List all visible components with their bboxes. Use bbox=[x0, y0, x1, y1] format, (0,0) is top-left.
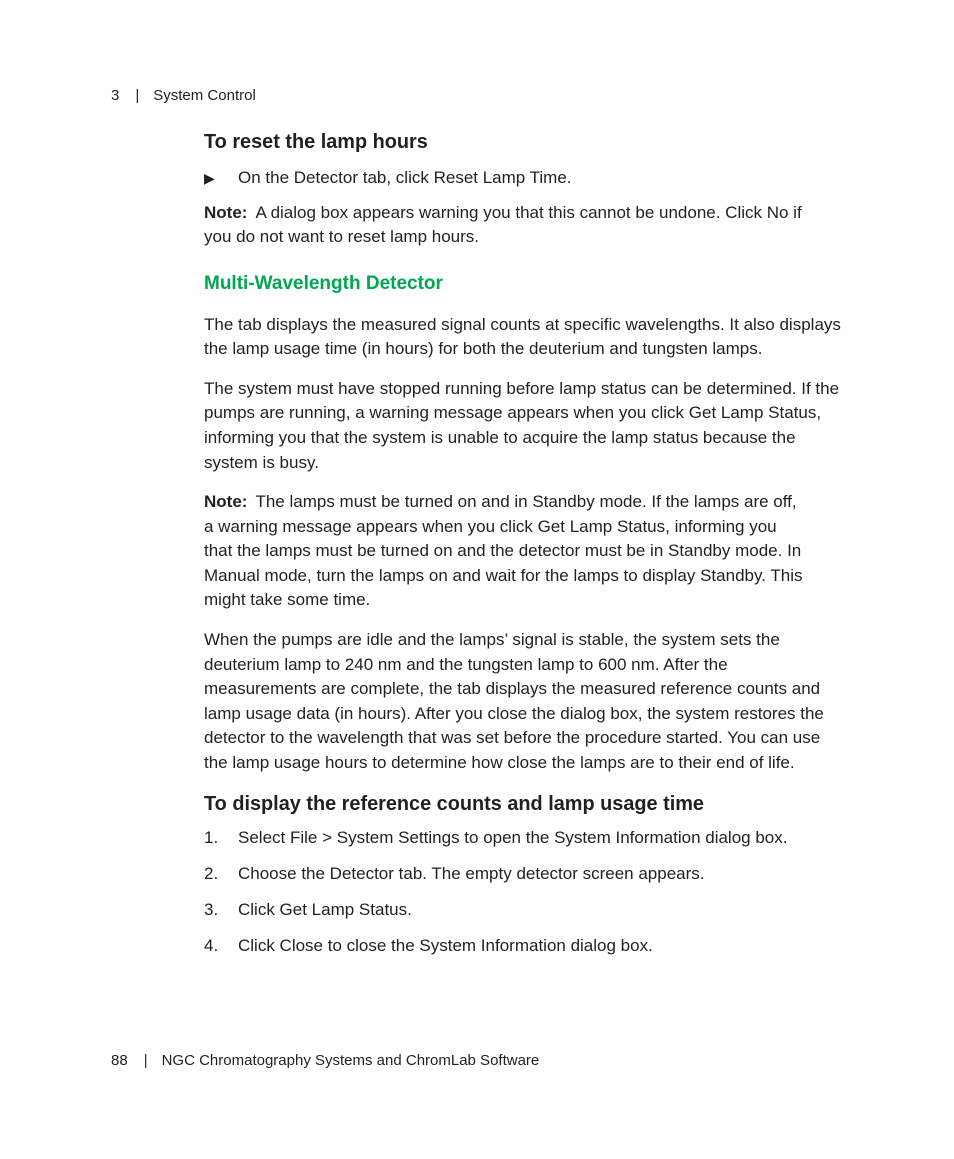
section-paragraph-3: When the pumps are idle and the lamps’ signal is stable, the system sets the deuterium lamp to 240 nm and the tungsten lamp to 600 nm. After the measurements are complete, the tab displays the measured reference counts and lamp usage data (in hours). After you close the dialog box, the system restores the detector to the wavelength that was set before the procedure started. You can use the lamp usage hours to determine how close the lamps are to their end of life. bbox=[204, 630, 824, 773]
note-text: A dialog box appears warning you that this cannot be undone. Click No if you do not want to reset lamp hours. bbox=[204, 202, 802, 247]
step-text: Choose the Detector tab. The empty detector screen appears. bbox=[238, 864, 705, 884]
page-number: 88 bbox=[111, 1052, 128, 1069]
reset-note bbox=[204, 201, 804, 250]
chapter-number: 3 bbox=[111, 87, 120, 104]
section-paragraph-2: The system must have stopped running before lamp status can be determined. If the pumps are running, a warning message appears when you click Get Lamp Status, informing you that the system is unable to acquire the lamp status because the system is busy. bbox=[204, 378, 840, 472]
note-text: The lamps must be turned on and in Standby mode. If the lamps are off, a warning message appears when you click Get Lamp Status, informing you that the lamps must be turned on and the detector must be in Standby mode. In Manual mode, turn the lamps on and wait for the lamps to display Standby. This might take some time. bbox=[204, 492, 803, 610]
header-separator: | bbox=[135, 87, 140, 104]
reset-procedure-heading: To reset the lamp hours bbox=[204, 131, 428, 153]
section-heading: Multi-Wavelength Detector bbox=[204, 272, 443, 294]
right-triangle-icon: ▶ bbox=[204, 170, 215, 186]
section-paragraph-1: The tab displays the measured signal counts at specific wavelengths. It also displays the lamp usage time (in hours) for both the deuterium and tungsten lamps. bbox=[204, 314, 841, 359]
display-procedure-heading: To display the reference counts and lamp usage time bbox=[204, 792, 704, 815]
list-item bbox=[204, 826, 844, 851]
step-number: 4. bbox=[204, 935, 219, 955]
step-number: 1. bbox=[204, 828, 219, 848]
list-item bbox=[204, 934, 844, 959]
chapter-title: System Control bbox=[153, 87, 256, 104]
note-label: Note: bbox=[204, 202, 248, 222]
step-number: 3. bbox=[204, 900, 219, 919]
reset-step-text: On the Detector tab, click Reset Lamp Time. bbox=[238, 168, 572, 187]
step-text: Click Close to close the System Information dialog box. bbox=[238, 935, 653, 955]
list-item bbox=[204, 862, 844, 887]
list-item bbox=[204, 898, 844, 923]
step-number: 2. bbox=[204, 864, 219, 884]
footer-separator: | bbox=[143, 1052, 148, 1069]
page-content bbox=[204, 131, 844, 959]
step-text: Click Get Lamp Status. bbox=[238, 900, 412, 919]
running-footer bbox=[111, 1052, 539, 1070]
lamp-note bbox=[204, 490, 804, 613]
note-label: Note: bbox=[204, 492, 248, 512]
step-text: Select File > System Settings to open the System Information dialog box. bbox=[238, 828, 788, 848]
display-procedure-steps bbox=[204, 826, 844, 959]
book-title: NGC Chromatography Systems and ChromLab Software bbox=[161, 1052, 540, 1069]
reset-procedure-step bbox=[204, 166, 844, 191]
running-header bbox=[111, 87, 256, 105]
